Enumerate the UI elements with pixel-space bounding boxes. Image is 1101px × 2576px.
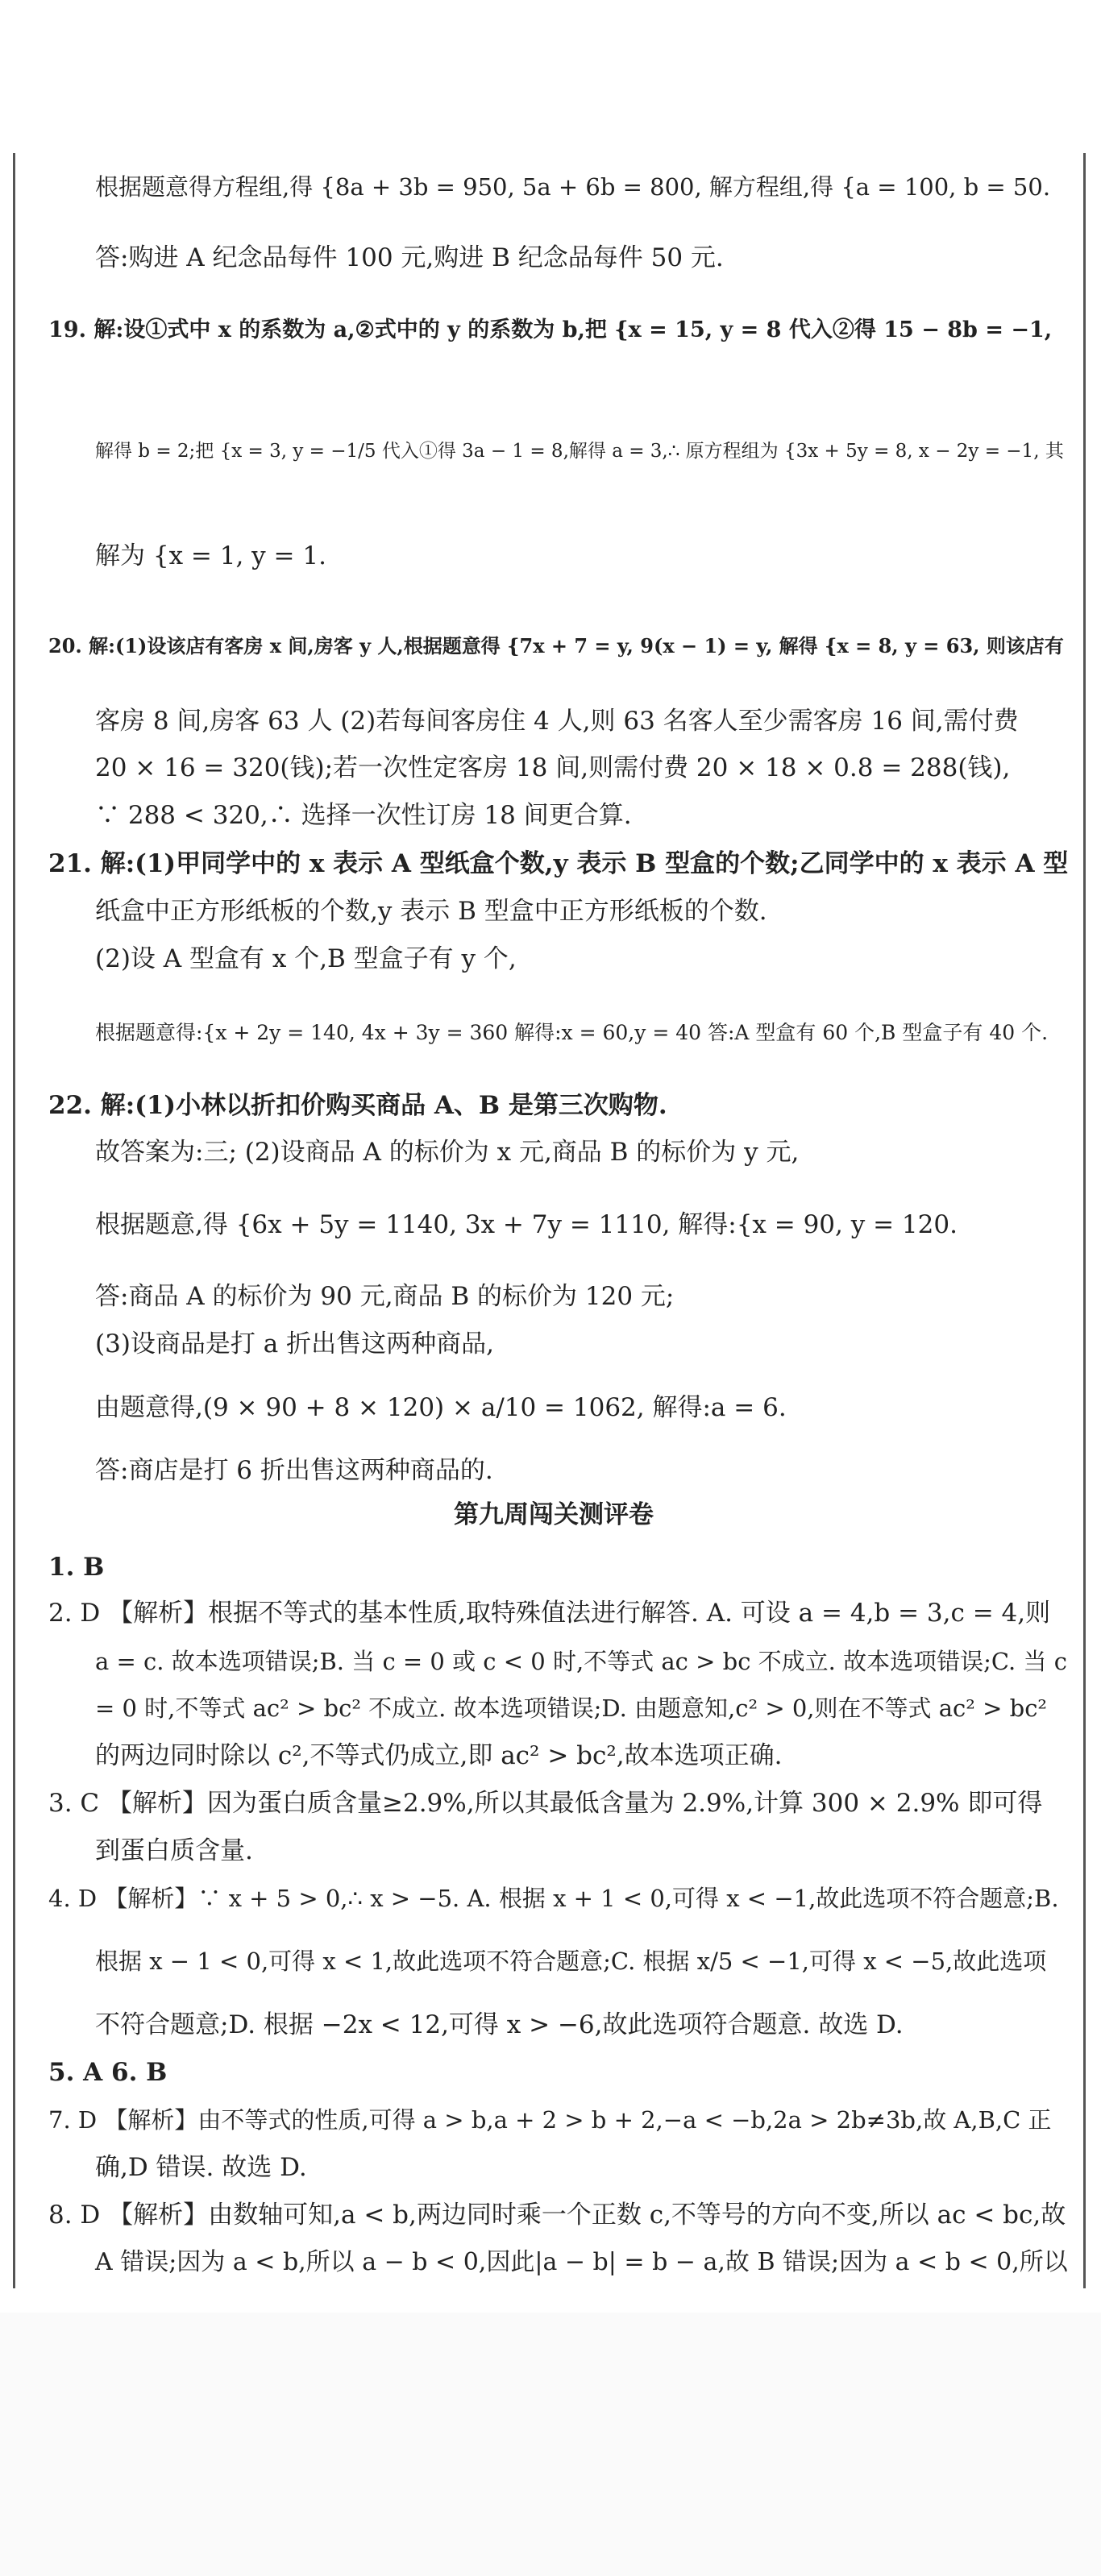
text-line: 根据题意得方程组,得 {8a + 3b = 950, 5a + 6b = 800, 解方程组,得 {a = 100, b = 50.: [95, 173, 1051, 201]
section-title: 第九周闯关测评卷: [454, 1500, 654, 1529]
text-line: 故答案为:三; (2)设商品 A 的标价为 x 元,商品 B 的标价为 y 元,: [95, 1138, 800, 1167]
question-20-line: 20. 解:(1)设该店有客房 x 间,房客 y 人,根据题意得 {7x + 7 = y, 9(x − 1) = y, 解得 {x = 8, y = 63, 则该店有: [48, 634, 1064, 657]
text-line: ∵ 288 < 320,∴ 选择一次性订房 18 间更合算.: [95, 801, 632, 830]
text-line: 不符合题意;D. 根据 −2x < 12,可得 x > −6,故此选项符合题意. 故选 D.: [95, 2010, 904, 2039]
text-line: 答:购进 A 纪念品每件 100 元,购进 B 纪念品每件 50 元.: [95, 243, 724, 272]
text-line: 答:商店是打 6 折出售这两种商品的.: [95, 1456, 493, 1485]
blank-bottom-area: [0, 2313, 1101, 2576]
text-line: 纸盒中正方形纸板的个数,y 表示 B 型盒中正方形纸板的个数.: [95, 897, 767, 926]
text-line: (3)设商品是打 a 折出售这两种商品,: [95, 1329, 494, 1359]
answer-3-line: 3. C 【解析】因为蛋白质含量≥2.9%,所以其最低含量为 2.9%,计算 300 × 2.9% 即可得: [48, 1789, 1043, 1818]
text-line: = 0 时,不等式 ac² > bc² 不成立. 故本选项错误;D. 由题意知,c² > 0,则在不等式 ac² > bc²: [95, 1695, 1048, 1722]
answer-1-line: 1. B: [48, 1553, 105, 1582]
question-22-line: 22. 解:(1)小林以折扣价购买商品 A、B 是第三次购物.: [48, 1091, 667, 1120]
answer-5-6-line: 5. A 6. B: [48, 2058, 168, 2087]
text-line: 答:商品 A 的标价为 90 元,商品 B 的标价为 120 元;: [95, 1282, 675, 1311]
answer-8-line: 8. D 【解析】由数轴可知,a < b,两边同时乘一个正数 c,不等号的方向不变,所以 ac < bc,故: [48, 2201, 1066, 2230]
text-line: 的两边同时除以 c²,不等式仍成立,即 ac² > bc²,故本选项正确.: [95, 1741, 783, 1770]
text-line: 根据题意,得 {6x + 5y = 1140, 3x + 7y = 1110, 解得:{x = 90, y = 120.: [95, 1210, 958, 1239]
answer-4-line: 4. D 【解析】∵ x + 5 > 0,∴ x > −5. A. 根据 x + 1 < 0,可得 x < −1,故此选项不符合题意;B.: [48, 1885, 1059, 1912]
text-line: 到蛋白质含量.: [95, 1836, 253, 1865]
text-line: a = c. 故本选项错误;B. 当 c = 0 或 c < 0 时,不等式 ac > bc 不成立. 故本选项错误;C. 当 c: [95, 1648, 1067, 1675]
text-line: 解得 b = 2;把 {x = 3, y = −1/5 代入①得 3a − 1 = 8,解得 a = 3,∴ 原方程组为 {3x + 5y = 8, x − 2y = −1, 其: [95, 441, 1064, 462]
question-19-line: 19. 解:设①式中 x 的系数为 a,②式中的 y 的系数为 b,把 {x = 15, y = 8 代入②得 15 − 8b = −1,: [48, 317, 1053, 342]
question-21-line: 21. 解:(1)甲同学中的 x 表示 A 型纸盒个数,y 表示 B 型盒的个数;乙同学中的 x 表示 A 型: [48, 849, 1069, 878]
text-line: 由题意得,(9 × 90 + 8 × 120) × a/10 = 1062, 解得:a = 6.: [95, 1393, 787, 1422]
text-line: 根据 x − 1 < 0,可得 x < 1,故此选项不符合题意;C. 根据 x/5 < −1,可得 x < −5,故此选项: [95, 1948, 1047, 1975]
text-line: 客房 8 间,房客 63 人 (2)若每间客房住 4 人,则 63 名客人至少需客房 16 间,需付费: [95, 707, 1019, 736]
text-line: 确,D 错误. 故选 D.: [95, 2153, 307, 2182]
text-line: 根据题意得:{x + 2y = 140, 4x + 3y = 360 解得:x = 60,y = 40 答:A 型盒有 60 个,B 型盒子有 40 个.: [95, 1021, 1049, 1044]
answer-2-line: 2. D 【解析】根据不等式的基本性质,取特殊值法进行解答. A. 可设 a = 4,b = 3,c = 4,则: [48, 1599, 1051, 1628]
text-line: (2)设 A 型盒有 x 个,B 型盒子有 y 个,: [95, 944, 517, 973]
answer-7-line: 7. D 【解析】由不等式的性质,可得 a > b,a + 2 > b + 2,−a < −b,2a > 2b≠3b,故 A,B,C 正: [48, 2106, 1052, 2134]
text-line: 20 × 16 = 320(钱);若一次性定客房 18 间,则需付费 20 × 18 × 0.8 = 288(钱),: [95, 753, 1011, 782]
text-line: A 错误;因为 a < b,所以 a − b < 0,因此|a − b| = b − a,故 B 错误;因为 a < b < 0,所以: [95, 2248, 1068, 2276]
text-line: 解为 {x = 1, y = 1.: [95, 541, 326, 570]
